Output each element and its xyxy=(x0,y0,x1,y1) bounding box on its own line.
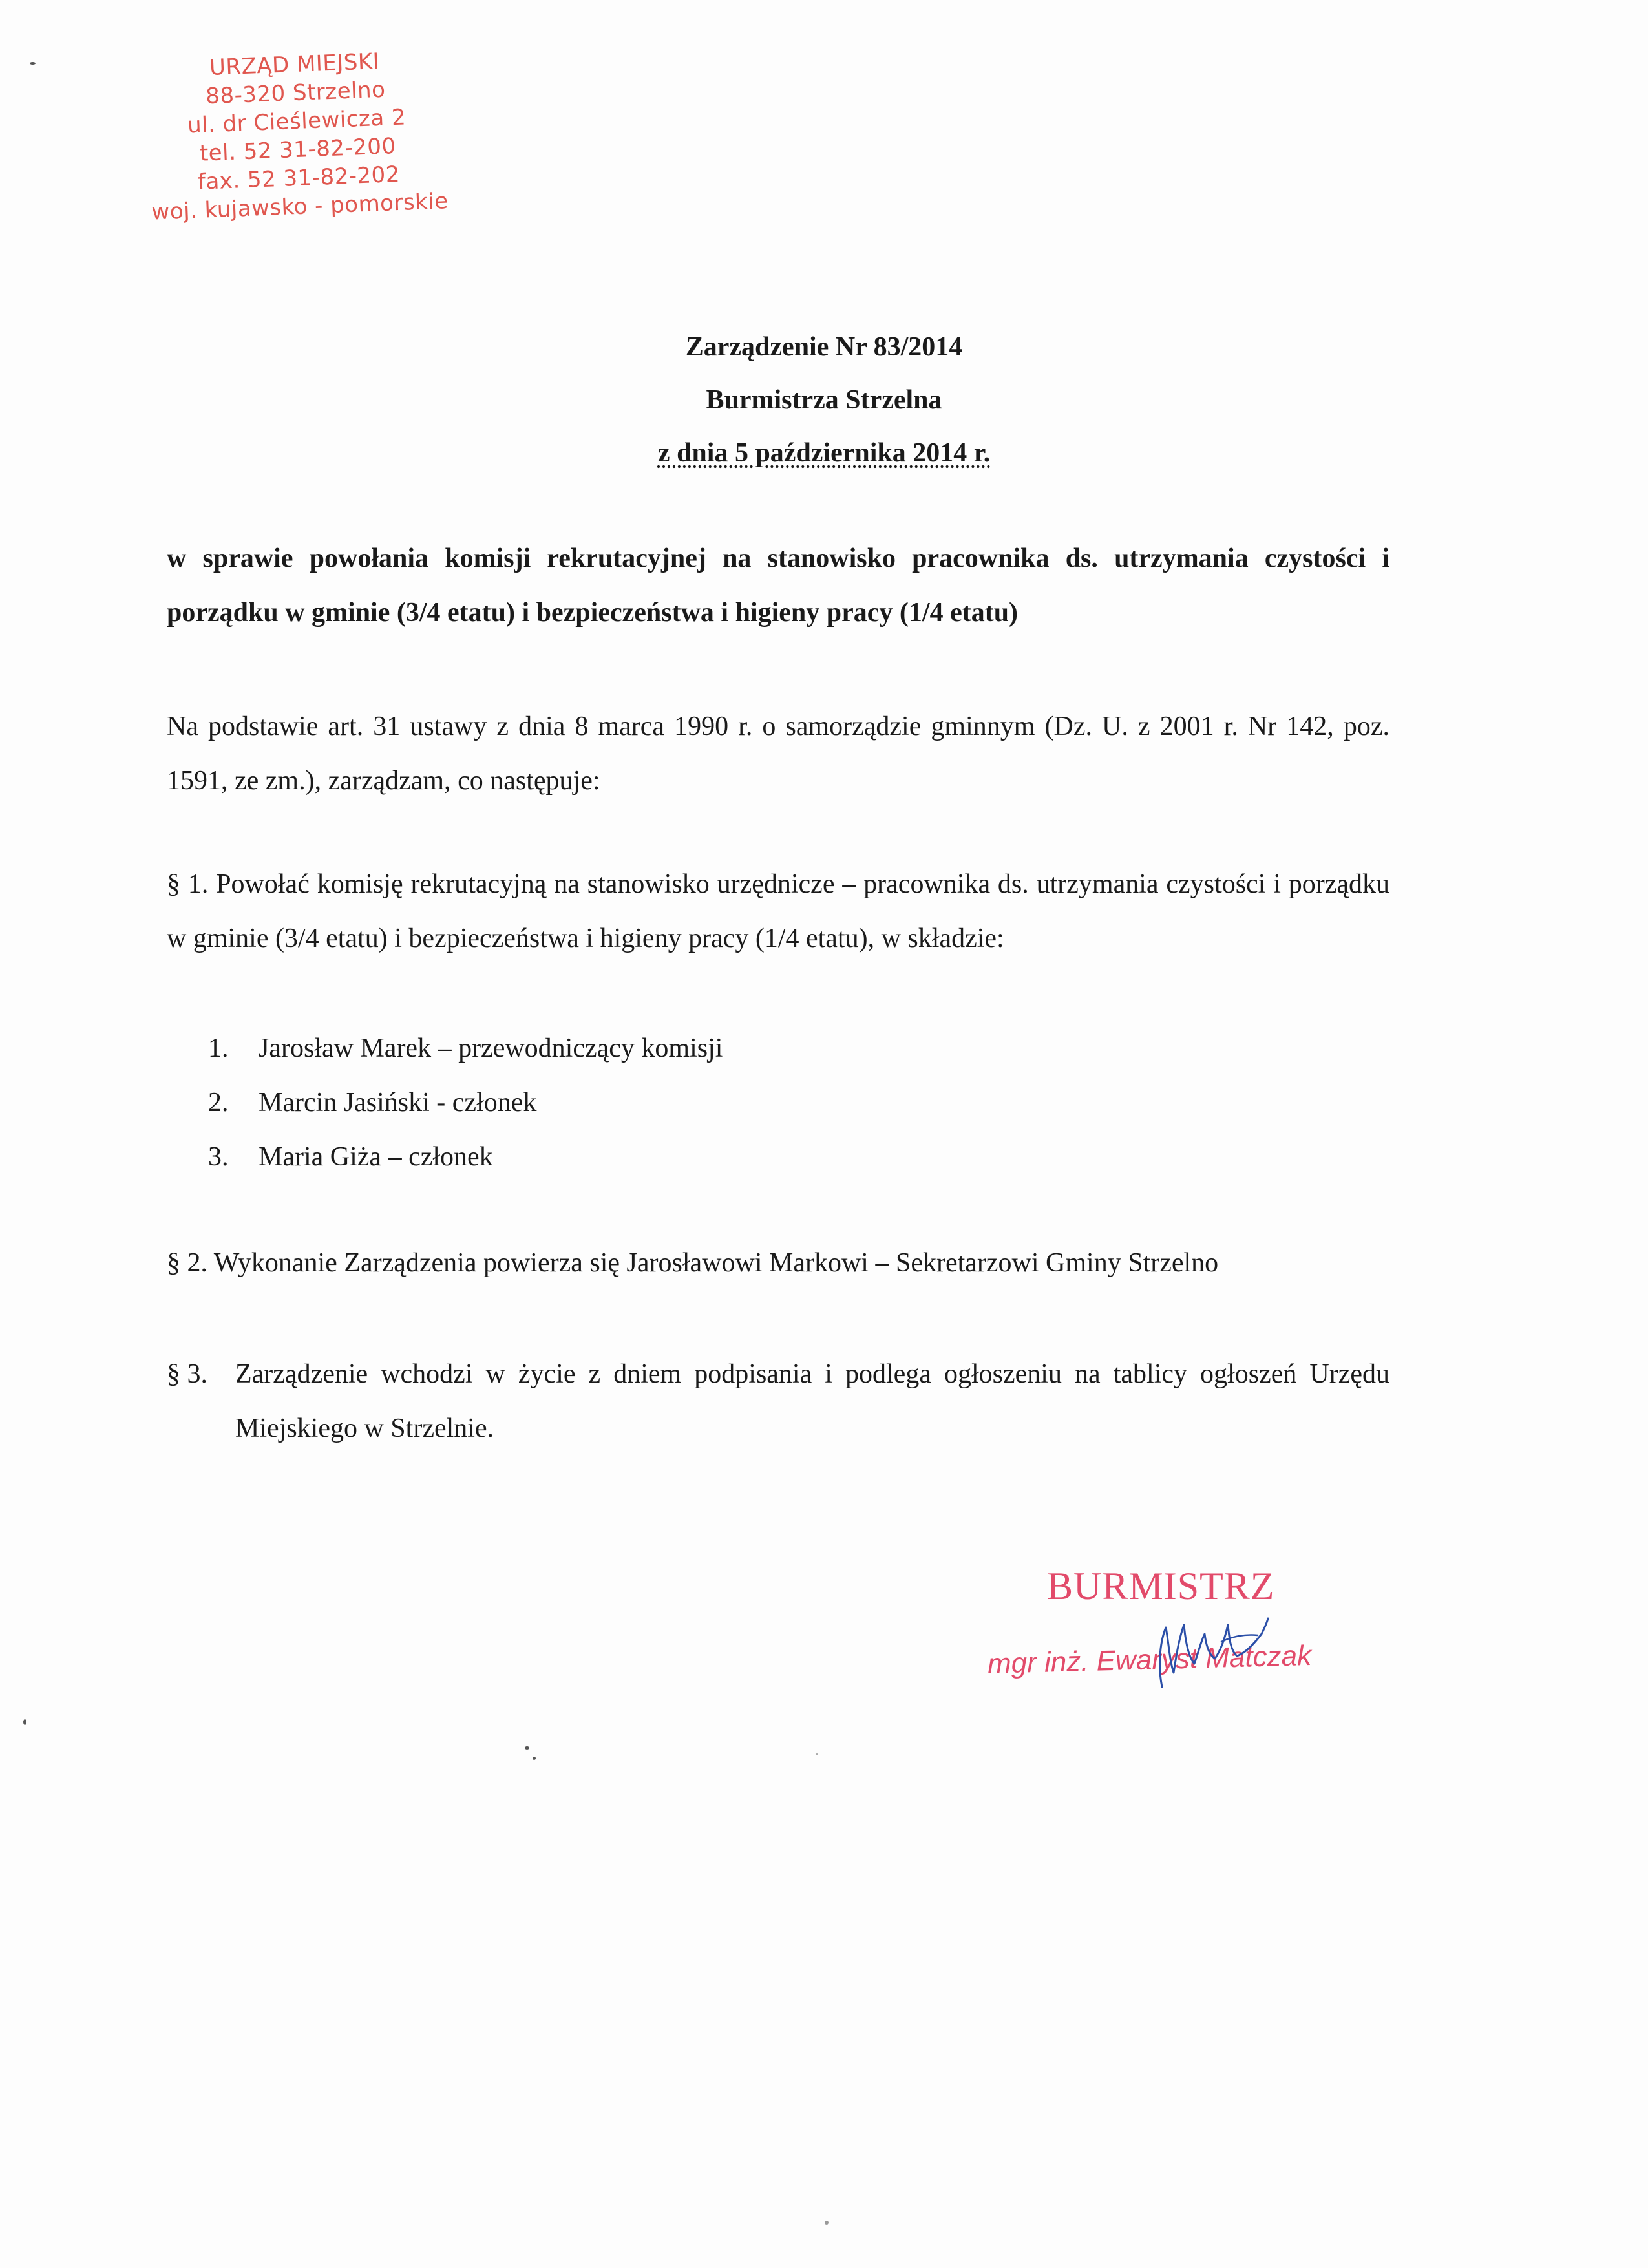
list-item-number: 1. xyxy=(208,1033,229,1063)
handwritten-signature xyxy=(1144,1596,1299,1693)
list-item-text: Jarosław Marek – przewodniczący komisji xyxy=(259,1033,723,1063)
document-title xyxy=(0,321,1648,480)
list-item xyxy=(208,1130,723,1184)
scan-speck xyxy=(525,1746,529,1750)
stamp-line: ul. dr Cieślewicza 2 xyxy=(187,104,407,139)
list-item-number: 3. xyxy=(208,1142,229,1172)
list-item-text: Maria Giża – członek xyxy=(259,1142,493,1172)
legal-basis: Na podstawie art. 31 ustawy z dnia 8 marca 1990 r. o samorządzie gminnym (Dz. U. z 2001 r. Nr 142, poz. 1591, ze zm.), zarządzam, co następuje: xyxy=(167,712,1389,796)
title-line-date: z dnia 5 października 2014 r. xyxy=(657,438,991,468)
office-stamp xyxy=(126,44,469,228)
signature-stamp-name: mgr inż. Ewaryst Matczak xyxy=(987,1639,1312,1680)
list-item xyxy=(208,1076,723,1130)
signature-stamp-title: BURMISTRZ xyxy=(1047,1565,1275,1607)
stamp-line: woj. kujawsko - pomorskie xyxy=(151,188,449,226)
stamp-line: 88-320 Strzelno xyxy=(205,76,386,110)
paragraph-2: § 2. Wykonanie Zarządzenia powierza się Jarosławowi Markowi – Sekretarzowi Gminy Strzelno xyxy=(167,1248,1219,1278)
list-item-text: Marcin Jasiński - członek xyxy=(259,1088,537,1118)
signature-stroke xyxy=(1160,1618,1268,1687)
title-line-issuer: Burmistrza Strzelna xyxy=(706,385,942,415)
scan-speck xyxy=(23,1719,26,1725)
list-item xyxy=(208,1021,723,1076)
signature-stroke xyxy=(1221,1635,1258,1642)
document-subject: w sprawie powołania komisji rekrutacyjnej na stanowisko pracownika ds. utrzymania czystości i porządku w gminie (3/4 etatu) i bezpieczeństwa i higieny pracy (1/4 etatu) xyxy=(167,544,1389,628)
scan-speck xyxy=(30,62,36,65)
scan-speck xyxy=(825,2221,829,2225)
title-line-number: Zarządzenie Nr 83/2014 xyxy=(685,332,963,362)
paragraph-1: § 1. Powołać komisję rekrutacyjną na stanowisko urzędnicze – pracownika ds. utrzymania czystości i porządku w gminie (3/4 etatu) i bezpieczeństwa i higieny pracy (1/4 etatu), w składzie: xyxy=(167,869,1389,953)
paragraph-3-marker: § 3. xyxy=(167,1359,207,1389)
paragraph-3-text: Zarządzenie wchodzi w życie z dniem podpisania i podlega ogłoszeniu na tablicy ogłoszeń Urzędu Miejskiego w Strzelnie. xyxy=(235,1359,1389,1443)
scan-speck xyxy=(816,1753,818,1755)
stamp-line: tel. 52 31-82-200 xyxy=(199,133,397,167)
scan-speck xyxy=(533,1757,536,1760)
committee-members-list xyxy=(208,1021,723,1184)
stamp-line: fax. 52 31-82-202 xyxy=(197,161,401,195)
stamp-line: URZĄD MIEJSKI xyxy=(209,48,380,81)
list-item-number: 2. xyxy=(208,1088,229,1118)
